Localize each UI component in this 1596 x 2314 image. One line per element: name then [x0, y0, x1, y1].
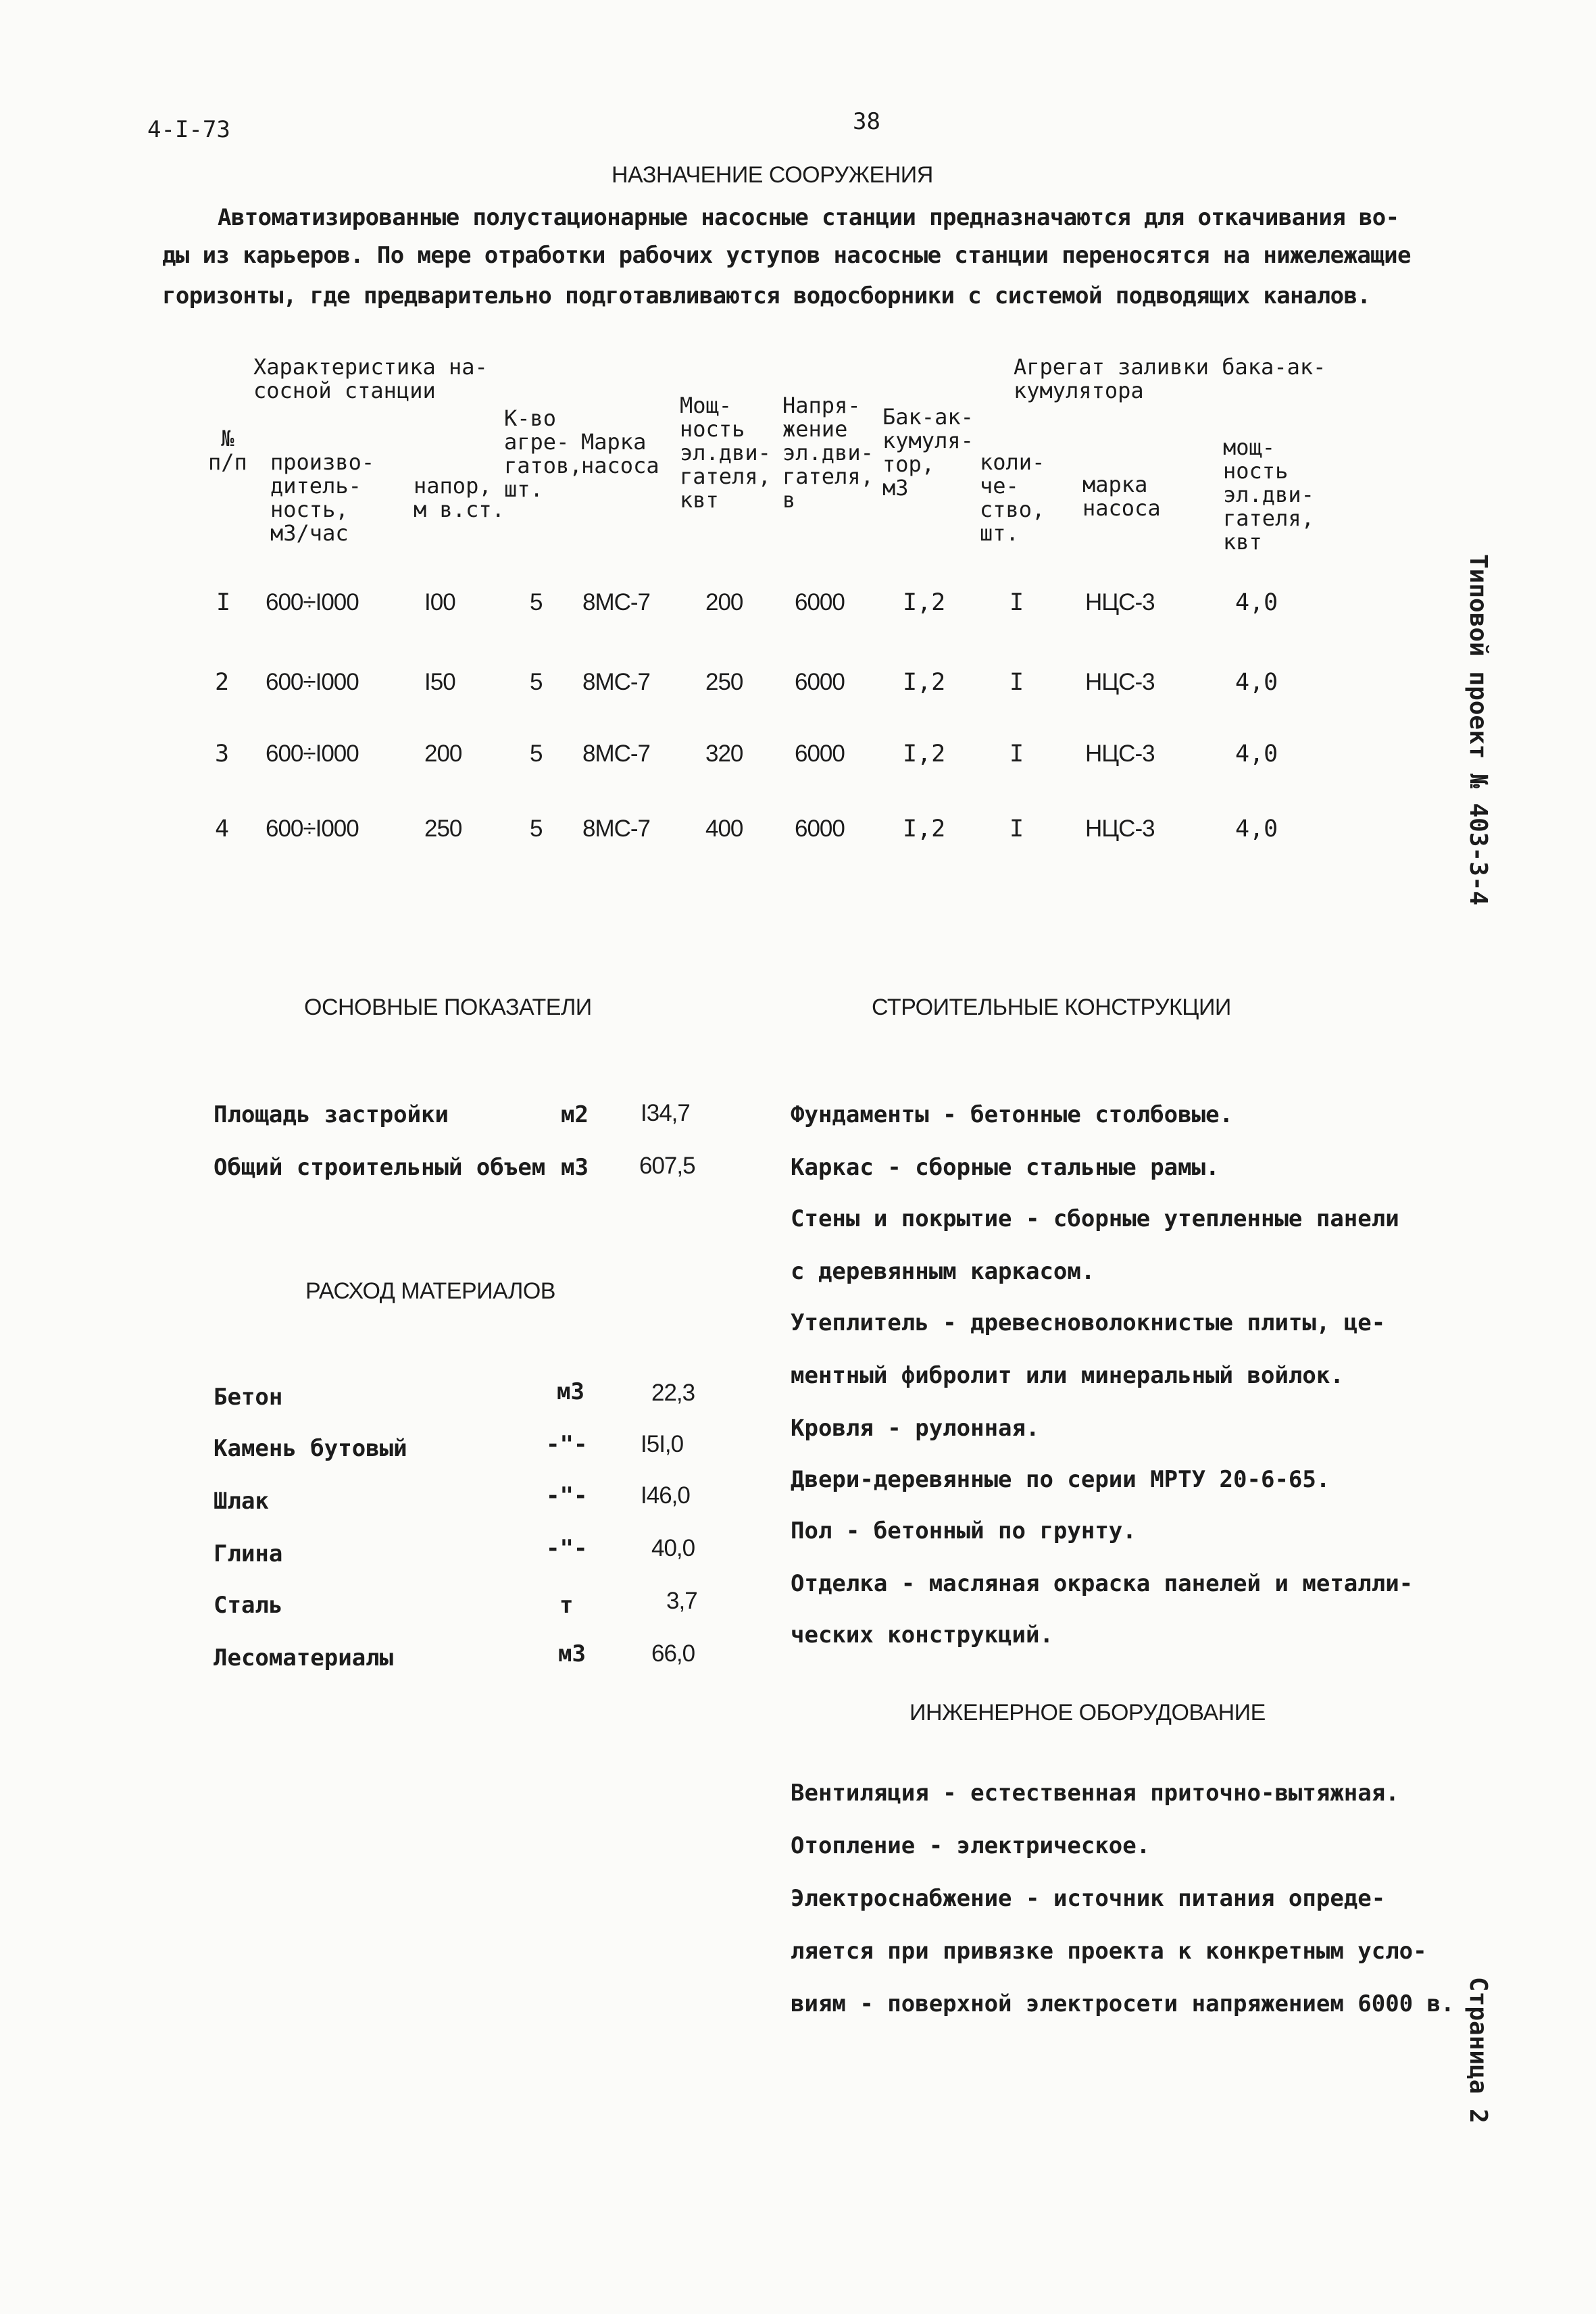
cell-head: I50 [424, 669, 455, 695]
cell-fill-pump: НЦС-3 [1085, 669, 1155, 695]
cell-qty: I [1009, 669, 1024, 696]
material-label: Бетон [214, 1384, 283, 1411]
header-station-group: Характеристика на- сосной станции [253, 354, 488, 403]
cell-tank: I,2 [903, 589, 946, 616]
cell-pump: 8МС-7 [582, 740, 651, 767]
cell-fill-power: 4,0 [1235, 740, 1278, 768]
document-code: 4-I-73 [147, 116, 230, 143]
material-label: Лесоматериалы [214, 1644, 394, 1671]
material-label: Сталь [214, 1592, 283, 1619]
constructions-title: СТРОИТЕЛЬНЫЕ КОНСТРУКЦИИ [872, 995, 1231, 1020]
construction-line: с деревянным каркасом. [791, 1258, 1095, 1285]
cell-head: 250 [424, 815, 462, 842]
construction-line: ментный фибролит или минеральный войлок. [791, 1362, 1344, 1389]
header-units: К-во агре- гатов, шт. [504, 405, 582, 502]
cell-head: I00 [424, 589, 455, 615]
engineering-title: ИНЖЕНЕРНОЕ ОБОРУДОВАНИЕ [909, 1700, 1266, 1726]
header-num: № п/п [208, 426, 247, 475]
cell-units: 5 [530, 589, 543, 615]
cell-fill-pump: НЦС-3 [1085, 589, 1155, 615]
header-voltage: Напря- жение эл.дви- гателя, в [782, 393, 874, 513]
margin-project-label: Типовой проект № 403-3-4 [1464, 554, 1492, 906]
material-unit: -"- [546, 1431, 588, 1458]
indicator-unit: м3 [561, 1154, 589, 1181]
construction-line: Утеплитель - древесноволокнистые плиты, це- [791, 1309, 1386, 1336]
indicator-value: 607,5 [639, 1153, 695, 1179]
main-indicators-title: ОСНОВНЫЕ ПОКАЗАТЕЛИ [304, 995, 592, 1020]
cell-fill-pump: НЦС-3 [1085, 815, 1155, 842]
cell-fill-power: 4,0 [1235, 589, 1278, 616]
cell-units: 5 [530, 740, 543, 767]
header-tank-group: Агрегат заливки бака-ак- кумулятора [1014, 354, 1326, 403]
purpose-line-1: Автоматизированные полустационарные насосные станции предназначаются для откачивания во- [218, 204, 1399, 231]
construction-line: Кровля - рулонная. [791, 1415, 1040, 1442]
cell-num: 4 [215, 815, 230, 842]
cell-tank: I,2 [903, 740, 946, 768]
header-motor-power: Мощ- ность эл.дви- гателя, квт [680, 393, 771, 513]
cell-voltage: 6000 [795, 740, 845, 767]
cell-power: 400 [705, 815, 743, 842]
cell-fill-power: 4,0 [1235, 669, 1278, 696]
cell-power: 320 [705, 740, 743, 767]
construction-line: Отделка - масляная окраска панелей и металли- [791, 1570, 1414, 1597]
construction-line: Пол - бетонный по грунту. [791, 1517, 1137, 1544]
materials-title: РАСХОД МАТЕРИАЛОВ [305, 1278, 555, 1304]
material-value: 22,3 [651, 1380, 695, 1406]
header-head: напор, м в.ст. [414, 473, 505, 522]
engineering-line: Электроснабжение - источник питания опреде- [791, 1885, 1386, 1912]
engineering-line: Отопление - электрическое. [791, 1832, 1151, 1859]
cell-capacity: 600÷I000 [266, 740, 359, 767]
cell-units: 5 [530, 669, 543, 695]
cell-num: I [216, 589, 231, 616]
material-unit: -"- [546, 1482, 588, 1509]
material-value: I46,0 [641, 1482, 690, 1509]
material-label: Глина [214, 1540, 283, 1567]
cell-pump: 8МС-7 [582, 589, 651, 615]
header-tank: Бак-ак- кумуля- тор, м3 [882, 404, 974, 501]
material-value: I5I,0 [641, 1431, 684, 1457]
construction-line: Каркас - сборные стальные рамы. [791, 1154, 1220, 1181]
construction-line: Фундаменты - бетонные столбовые. [791, 1101, 1234, 1128]
construction-line: Стены и покрытие - сборные утепленные панели [791, 1205, 1399, 1232]
cell-fill-power: 4,0 [1235, 815, 1278, 842]
header-capacity: произво- дитель- ность, м3/час [270, 449, 375, 546]
purpose-line-2: ды из карьеров. По мере отработки рабочих уступов насосные станции переносятся на нижележащие [162, 242, 1411, 269]
engineering-line: ляется при привязке проекта к конкретным усло- [791, 1938, 1427, 1965]
cell-head: 200 [424, 740, 462, 767]
construction-line: Двери-деревянные по серии МРТУ 20-6-65. [791, 1466, 1330, 1493]
purpose-line-3: горизонты, где предварительно подготавливаются водосборники с системой подводящих каналов. [162, 282, 1371, 309]
indicator-value: I34,7 [641, 1100, 690, 1126]
page-number: 38 [853, 108, 880, 135]
construction-line: ческих конструкций. [791, 1621, 1053, 1649]
margin-page-label: Страница 2 [1464, 1977, 1492, 2123]
cell-tank: I,2 [903, 815, 946, 842]
cell-pump: 8МС-7 [582, 669, 651, 695]
indicator-label: Общий строительный объем [214, 1154, 546, 1181]
cell-qty: I [1009, 589, 1024, 616]
header-pump-brand: Марка насоса [581, 429, 659, 478]
cell-capacity: 600÷I000 [266, 669, 359, 695]
cell-fill-pump: НЦС-3 [1085, 740, 1155, 767]
cell-num: 3 [215, 740, 230, 768]
material-value: 66,0 [651, 1640, 695, 1667]
indicator-unit: м2 [561, 1101, 589, 1128]
cell-num: 2 [215, 669, 230, 696]
engineering-line: виям - поверхной электросети напряжением 6000 в. [791, 1990, 1455, 2017]
material-unit: т [559, 1592, 574, 1619]
material-value: 40,0 [651, 1535, 695, 1561]
cell-power: 250 [705, 669, 743, 695]
material-label: Шлак [214, 1488, 269, 1515]
header-fill-pump-brand: марка насоса [1082, 472, 1161, 521]
indicator-label: Площадь застройки [214, 1101, 449, 1128]
header-fill-motor-power: мощ- ность эл.дви- гателя, квт [1223, 434, 1314, 555]
material-unit: -"- [546, 1535, 588, 1562]
cell-voltage: 6000 [795, 669, 845, 695]
cell-capacity: 600÷I000 [266, 815, 359, 842]
material-unit: м3 [557, 1378, 584, 1405]
cell-qty: I [1009, 815, 1024, 842]
material-value: 3,7 [666, 1588, 697, 1614]
material-label: Камень бутовый [214, 1435, 407, 1462]
cell-units: 5 [530, 815, 543, 842]
cell-pump: 8МС-7 [582, 815, 651, 842]
cell-power: 200 [705, 589, 743, 615]
cell-voltage: 6000 [795, 815, 845, 842]
cell-voltage: 6000 [795, 589, 845, 615]
header-qty: коли- че- ство, шт. [980, 449, 1045, 546]
cell-qty: I [1009, 740, 1024, 768]
material-unit: м3 [558, 1640, 586, 1667]
purpose-title: НАЗНАЧЕНИЕ СООРУЖЕНИЯ [612, 162, 933, 188]
cell-capacity: 600÷I000 [266, 589, 359, 615]
engineering-line: Вентиляция - естественная приточно-вытяжная. [791, 1780, 1399, 1807]
cell-tank: I,2 [903, 669, 946, 696]
